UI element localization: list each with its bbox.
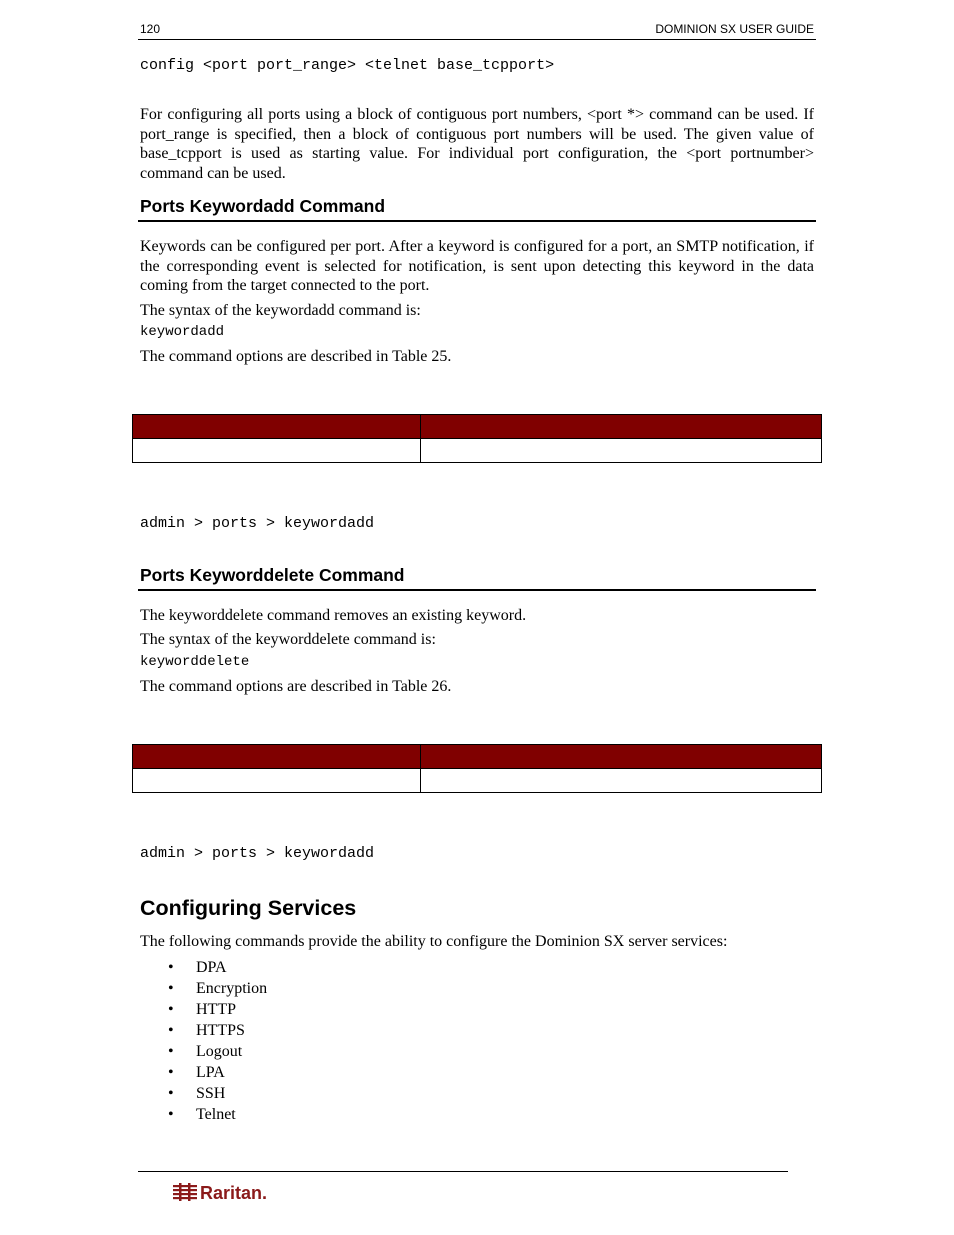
bullet-icon: • bbox=[168, 1043, 174, 1060]
options-note-keyworddelete: The command options are described in Table 26. bbox=[140, 678, 452, 695]
bullet-icon: • bbox=[168, 1085, 174, 1102]
table-header-row bbox=[133, 415, 822, 439]
table-header-cell bbox=[421, 415, 822, 439]
example-keyworddelete: admin > ports > keywordadd bbox=[140, 845, 375, 862]
list-item bbox=[168, 999, 267, 1020]
list-item bbox=[168, 1020, 267, 1041]
running-header-title: DOMINION SX USER GUIDE bbox=[655, 22, 814, 36]
table-cell bbox=[421, 439, 822, 463]
table-keyworddelete bbox=[132, 744, 822, 793]
list-item-label: LPA bbox=[196, 1064, 225, 1081]
paragraph-keyworddelete: The keyworddelete command removes an existing keyword. bbox=[140, 607, 527, 624]
list-item bbox=[168, 1083, 267, 1104]
footer-rule bbox=[138, 1171, 788, 1172]
bullet-icon: • bbox=[168, 1106, 174, 1123]
bullet-icon: • bbox=[168, 1064, 174, 1081]
heading-keyworddelete: Ports Keyworddelete Command bbox=[140, 565, 405, 585]
syntax-keywordadd: keywordadd bbox=[140, 324, 225, 340]
bullet-icon: • bbox=[168, 980, 174, 997]
svg-text:Raritan.: Raritan. bbox=[200, 1183, 268, 1203]
list-item-label: Encryption bbox=[196, 980, 268, 997]
header-rule bbox=[138, 39, 816, 40]
services-list bbox=[168, 957, 267, 1125]
page-number: 120 bbox=[140, 22, 161, 36]
list-item-label: HTTPS bbox=[196, 1022, 245, 1039]
table-cell bbox=[133, 769, 421, 793]
bullet-icon: • bbox=[168, 1022, 174, 1039]
table-header-cell bbox=[421, 745, 822, 769]
heading-rule bbox=[138, 220, 816, 222]
table-header-row bbox=[133, 745, 822, 769]
table-row bbox=[133, 769, 822, 793]
table-header-cell bbox=[133, 415, 421, 439]
list-item-label: Telnet bbox=[196, 1106, 236, 1123]
syntax-intro-keyworddelete: The syntax of the keyworddelete command is: bbox=[140, 631, 436, 648]
table-keywordadd bbox=[132, 414, 822, 463]
syntax-keyworddelete: keyworddelete bbox=[140, 654, 250, 670]
raritan-logo-icon bbox=[173, 1180, 283, 1204]
code-config-line: config <port port_range> <telnet base_tcpport> bbox=[140, 57, 555, 74]
options-note-keywordadd: The command options are described in Table 25. bbox=[140, 348, 452, 365]
list-item-label: HTTP bbox=[196, 1001, 236, 1018]
table-cell bbox=[421, 769, 822, 793]
list-item-label: SSH bbox=[196, 1085, 226, 1102]
list-item bbox=[168, 1041, 267, 1062]
list-item-label: Logout bbox=[196, 1043, 243, 1060]
raritan-logo bbox=[173, 1180, 283, 1209]
example-keywordadd: admin > ports > keywordadd bbox=[140, 515, 375, 532]
heading-rule bbox=[138, 589, 816, 591]
bullet-icon: • bbox=[168, 959, 174, 976]
list-item bbox=[168, 1062, 267, 1083]
paragraph-keywordadd: Keywords can be configured per port. After a keyword is configured for a port, an SMTP notification, if the corresponding event is selected for notification, is sent upon detecting this keyword in the data coming from the target connected to the port. bbox=[140, 238, 814, 294]
table-cell bbox=[133, 439, 421, 463]
heading-keywordadd: Ports Keywordadd Command bbox=[140, 196, 386, 216]
paragraph-config: For configuring all ports using a block of contiguous port numbers, <port *> command can be used. If port_range is specified, then a block of contiguous port numbers will be used. The given value of base_tcpport is used as starting value. For individual port configuration, the <port portnumber> command can be used. bbox=[140, 106, 814, 182]
bullet-icon: • bbox=[168, 1001, 174, 1018]
list-item bbox=[168, 957, 267, 978]
heading-configuring-services: Configuring Services bbox=[140, 896, 357, 920]
list-item-label: DPA bbox=[196, 959, 227, 976]
list-item bbox=[168, 1104, 267, 1125]
list-item bbox=[168, 978, 267, 999]
paragraph-services-intro: The following commands provide the ability to configure the Dominion SX server services: bbox=[140, 933, 728, 950]
table-header-cell bbox=[133, 745, 421, 769]
syntax-intro-keywordadd: The syntax of the keywordadd command is: bbox=[140, 302, 421, 319]
table-row bbox=[133, 439, 822, 463]
